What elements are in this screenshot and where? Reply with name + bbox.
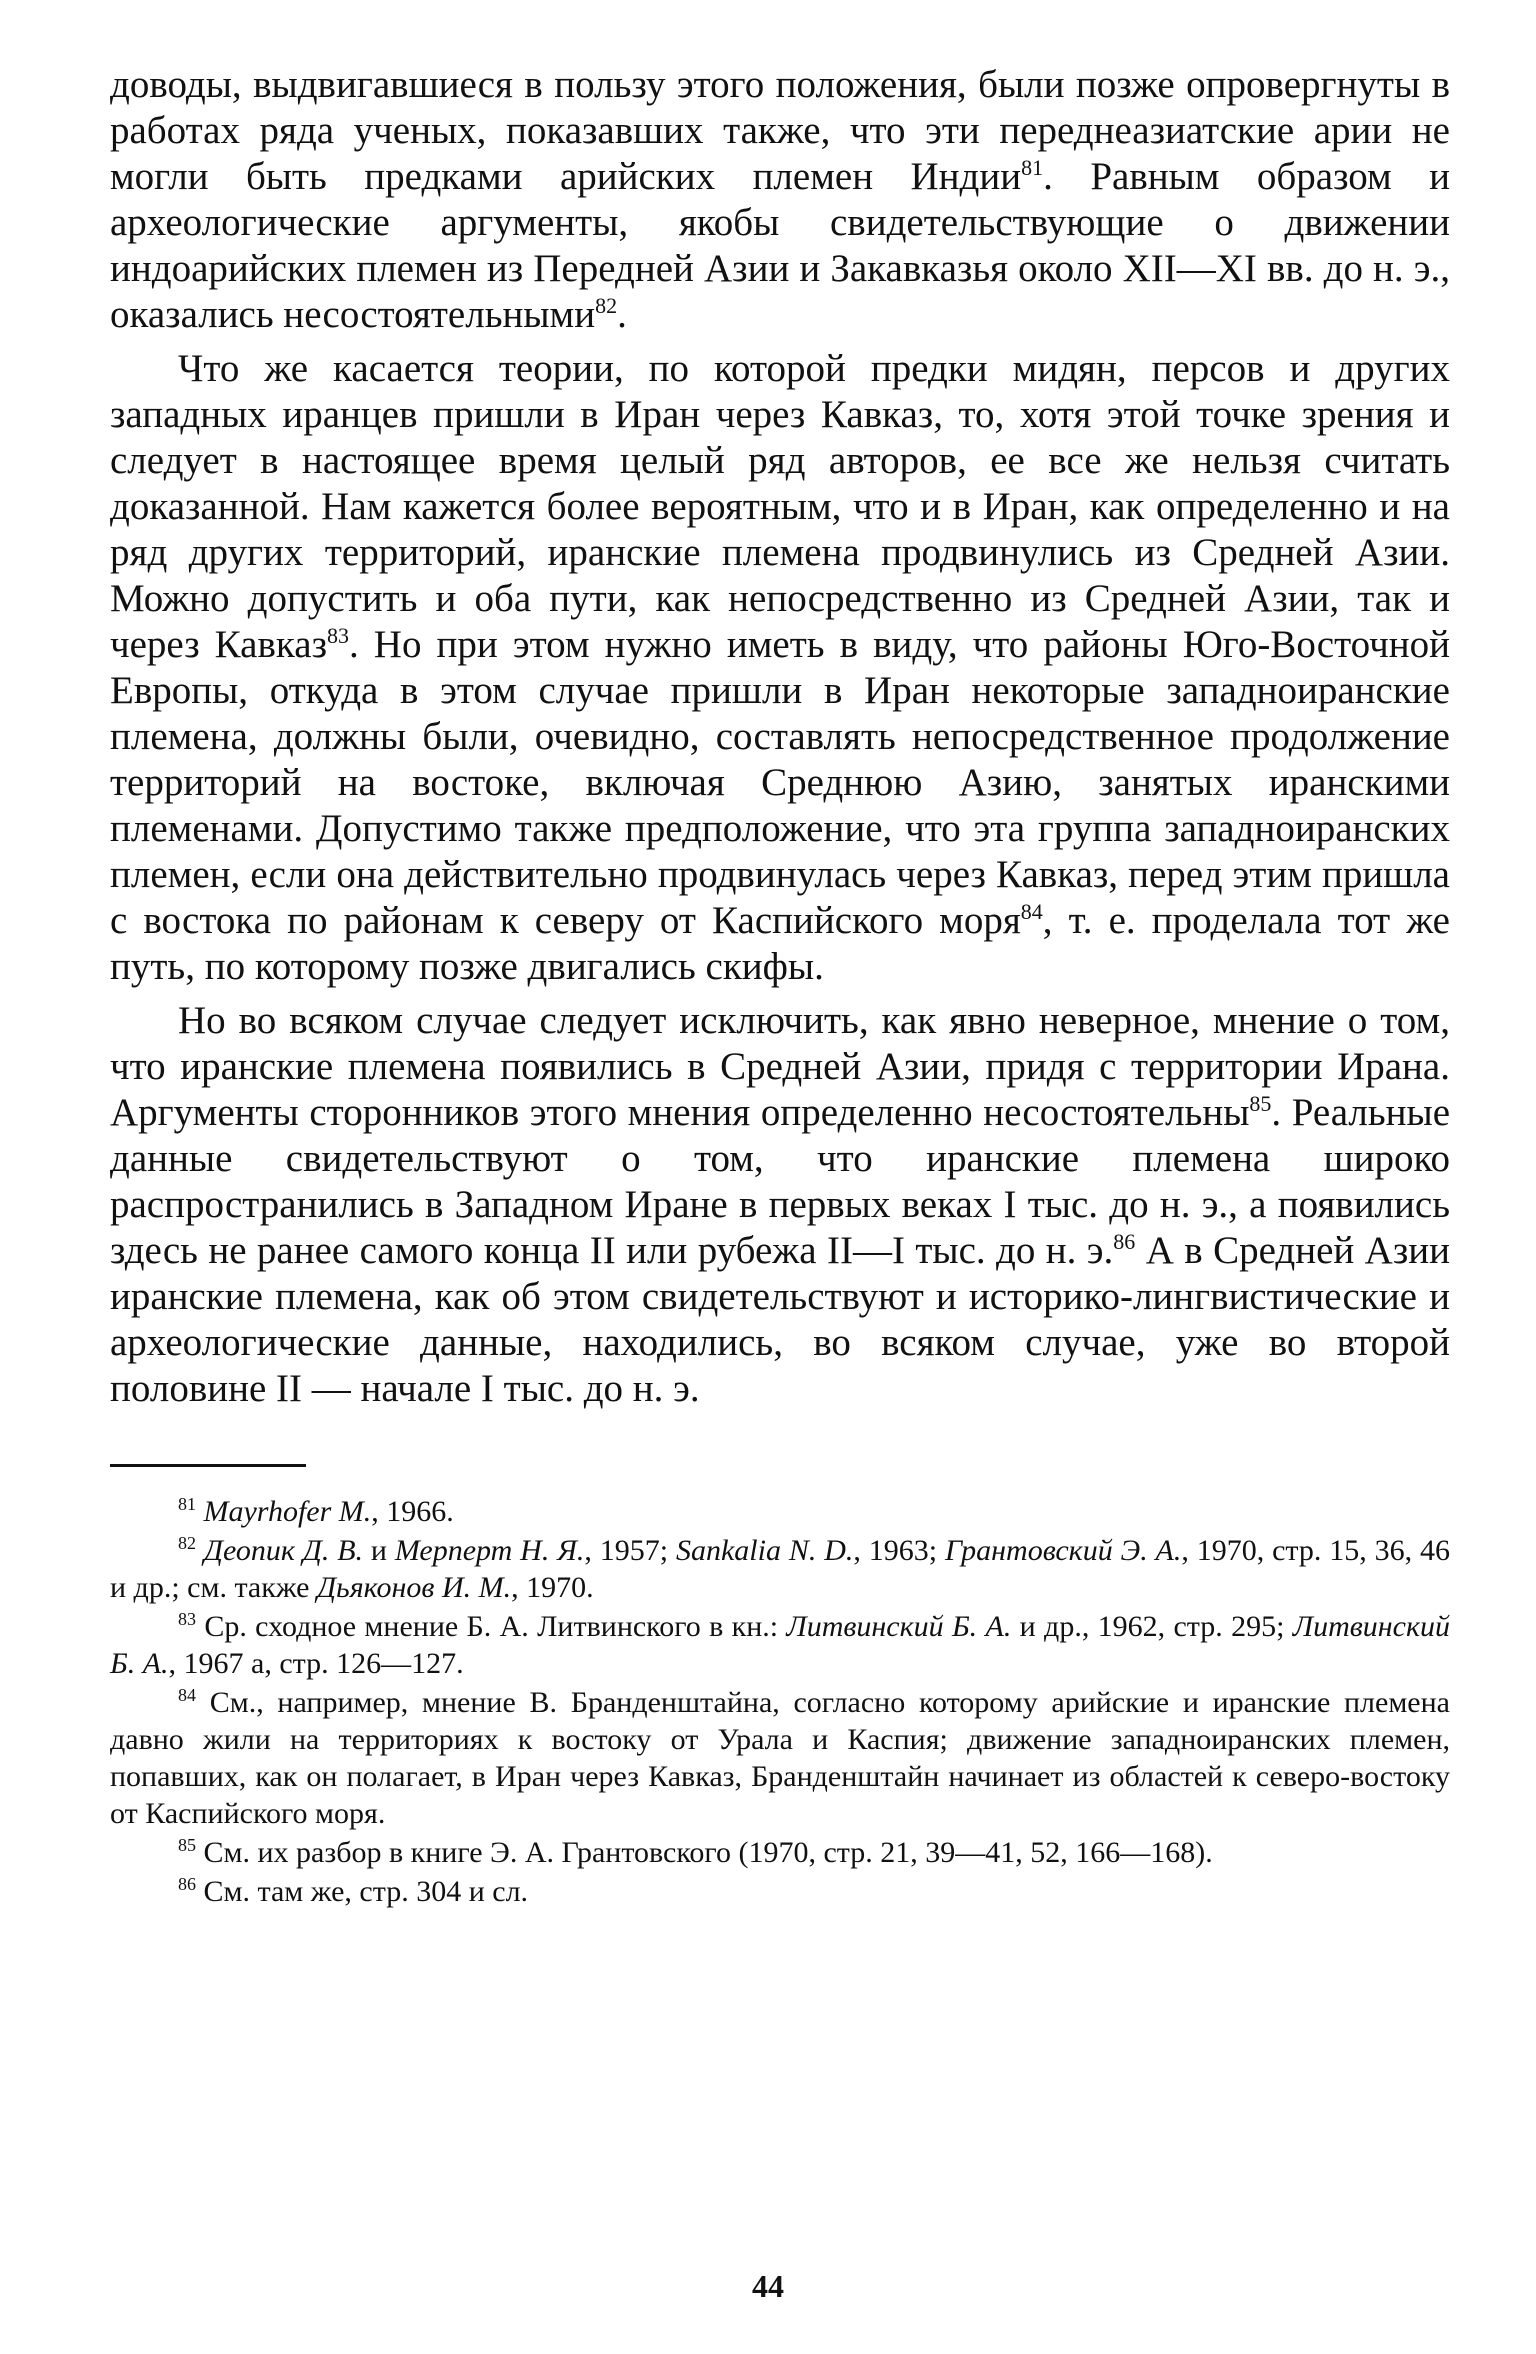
main-text	[110, 62, 1450, 1412]
footnote-divider	[110, 1464, 306, 1467]
paragraph-2: Что же касается теории, по которой предки мидян, персов и других западных иранцев пришли в Иран через Кавказ, то, хотя этой точке зрения и следует в настоящее время целый ряд авторов, ее все же нельзя считать доказанной. Нам кажется более вероятным, что и в Иран, как определенно и на ряд других территорий, иранские племена продвинулись из Средней Азии. Можно допустить и оба пути, как непосредственно из Средней Азии, так и через Кавказ$^{83}$. Но при этом нужно иметь в виду, что районы Юго-Восточной Европы, откуда в этом случае пришли в Иран некоторые западноиранские племена, должны были, очевидно, составлять непосредственное продолжение территорий на востоке, включая Среднюю Азию, занятых иранскими племенами. Допустимо также предположение, что эта группа западноиранских племен, если она действительно продвинулась через Кавказ, перед этим пришла с востока по районам к северу от Каспийского моря$^{84}$, т. е. проделала тот же путь, по которому позже двигались скифы.	[110, 347, 1450, 988]
footnote-83: $^{83}$ Ср. сходное мнение Б. А. Литвинского в кн.: Литвинский Б. А. и др., 1962, стр. 295; Литвинский Б. А., 1967 а, стр. 126—127.	[110, 1609, 1451, 1680]
paragraph-1: доводы, выдвигавшиеся в пользу этого положения, были позже опровергнуты в работах ряда ученых, показавших также, что эти переднеазиатские арии не могли быть предками арийских племен Индии$^{81}$. Равным образом и археологические аргументы, якобы свидетельствующие о движении индоарийских племен из Передней Азии и Закавказья около XII—XI вв. до н. э., оказались несостоятельными$^{82}$.	[110, 63, 1450, 336]
footnote-ref-85: 85	[1249, 1091, 1272, 1116]
footnote-84: $^{84}$ См., например, мнение В. Бранденштайна, согласно которому арийские и иранские племена давно жили на территориях к востоку от Урала и Каспия; движение западноиранских племен, попавших, как он полагает, в Иран через Кавказ, Бранденштайн начинает из областей к северо-востоку от Каспийского моря.	[110, 1685, 1450, 1830]
page-number: 44	[752, 2268, 784, 2304]
footnote-ref-86: 86	[1113, 1229, 1136, 1254]
footnotes	[110, 1493, 1450, 1910]
footnote-ref-84: 84	[1020, 899, 1043, 924]
footnote-86: $^{86}$ См. там же, стр. 304 и сл.	[178, 1874, 529, 1908]
paragraph-3: Но во всяком случае следует исключить, как явно неверное, мнение о том, что иранские племена появились в Средней Азии, придя с территории Ирана. Аргументы сторонников этого мнения определенно несостоятельны$^{85}$. Реальные данные свидетельствуют о том, что иранские племена широко распространились в Западном Иране в первых веках I тыс. до н. э., а появились здесь не ранее самого конца II или рубежа II—I тыс. до н. э.$^{86}$ А в Средней Азии иранские племена, как об этом свидетельствуют и историко-лингвистические и археологические данные, находились, во всяком случае, уже во второй половине II — начале I тыс. до н. э.	[110, 999, 1451, 1410]
page-content	[110, 62, 1450, 1910]
footnote-ref-81: 81	[1021, 155, 1044, 180]
footnote-ref-82: 82	[595, 293, 618, 318]
footnote-ref-83: 83	[326, 623, 349, 648]
footnote-82: $^{82}$ Деопик Д. В. и Мерперт Н. Я., 1957; Sankalia N. D., 1963; Грантовский Э. А., 1970, стр. 15, 36, 46 и др.; см. также Дьяконов И. М., 1970.	[110, 1533, 1450, 1604]
footnote-85: $^{85}$ См. их разбор в книге Э. А. Грантовского (1970, стр. 21, 39—41, 52, 166—168).	[178, 1835, 1213, 1869]
footnote-81: $^{81}$ Mayrhofer M., 1966.	[178, 1494, 454, 1528]
